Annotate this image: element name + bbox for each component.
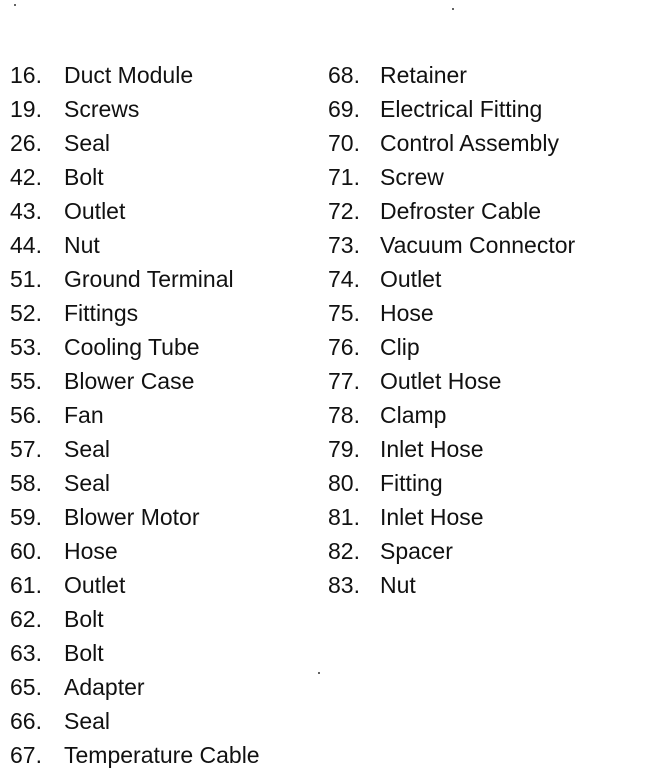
part-number: 76. [328,334,360,360]
scan-speck [318,672,320,674]
part-name: Outlet [380,266,442,292]
part-number: 26. [10,130,42,156]
part-number: 63. [10,640,42,666]
part-number: 69. [328,96,360,122]
part-name: Ground Terminal [64,266,234,292]
part-name: Electrical Fitting [380,96,543,122]
part-list-item [10,58,320,92]
part-name: Vacuum Connector [380,232,576,258]
part-list-item [328,534,668,568]
part-name: Hose [64,538,118,564]
scan-speck [452,8,454,10]
part-number: 73. [328,232,360,258]
part-name: Cooling Tube [64,334,200,360]
part-number: 68. [328,62,360,88]
part-number: 52. [10,300,42,326]
scan-speck [14,4,16,6]
part-name: Clamp [380,402,447,428]
part-number: 79. [328,436,360,462]
part-list-item [328,466,668,500]
part-number: 61. [10,572,42,598]
part-list-item [328,568,668,602]
part-number: 43. [10,198,42,224]
part-name: Adapter [64,674,145,700]
part-name: Outlet [64,572,126,598]
part-name: Outlet Hose [380,368,502,394]
part-name: Spacer [380,538,453,564]
part-list-item [10,500,320,534]
part-list-item [328,194,668,228]
part-number: 51. [10,266,42,292]
part-list-item [10,670,320,704]
part-name: Clip [380,334,420,360]
part-name: Defroster Cable [380,198,542,224]
part-list-item [10,228,320,262]
part-list-item [10,194,320,228]
part-list-item [328,500,668,534]
part-list-item [10,568,320,602]
part-list-item [10,466,320,500]
part-number: 66. [10,708,42,734]
part-list-item [328,126,668,160]
part-number: 82. [328,538,360,564]
part-name: Bolt [64,164,104,190]
part-name: Seal [64,708,111,734]
part-number: 71. [328,164,360,190]
part-list-item [10,704,320,738]
part-name: Temperature Cable [64,742,260,768]
part-list-item [10,92,320,126]
part-list-item [10,160,320,194]
part-name: Screw [380,164,444,190]
part-list-item [328,92,668,126]
part-list-item [328,296,668,330]
part-number: 62. [10,606,42,632]
part-name: Seal [64,436,111,462]
part-list-item [10,262,320,296]
part-number: 44. [10,232,42,258]
part-number: 53. [10,334,42,360]
part-name: Inlet Hose [380,436,484,462]
part-number: 74. [328,266,360,292]
part-name: Fittings [64,300,139,326]
part-name: Retainer [380,62,467,88]
part-number: 80. [328,470,360,496]
part-number: 70. [328,130,360,156]
part-name: Fan [64,402,104,428]
part-list-item [10,398,320,432]
part-name: Screws [64,96,140,122]
part-number: 75. [328,300,360,326]
part-list-item [328,160,668,194]
parts-legend [0,58,672,774]
part-number: 60. [10,538,42,564]
part-number: 78. [328,402,360,428]
part-name: Blower Case [64,368,195,394]
part-name: Fitting [380,470,443,496]
part-number: 56. [10,402,42,428]
part-number: 77. [328,368,360,394]
part-name: Blower Motor [64,504,200,530]
part-number: 81. [328,504,360,530]
part-list-item [328,228,668,262]
part-list-item [10,126,320,160]
part-number: 42. [10,164,42,190]
part-name: Nut [380,572,416,598]
part-list-item [10,636,320,670]
part-list-item [10,330,320,364]
part-list-item [10,364,320,398]
part-list-item [328,398,668,432]
part-name: Control Assembly [380,130,559,156]
part-name: Inlet Hose [380,504,484,530]
part-number: 55. [10,368,42,394]
part-list-item [328,58,668,92]
part-name: Nut [64,232,100,258]
part-number: 67. [10,742,42,768]
part-list-item [10,296,320,330]
part-name: Hose [380,300,434,326]
part-list-item [10,738,320,772]
parts-list-right-column [328,58,668,602]
part-name: Outlet [64,198,126,224]
part-name: Bolt [64,606,104,632]
part-name: Seal [64,470,111,496]
part-name: Duct Module [64,62,194,88]
parts-list-left-column [10,58,320,772]
part-number: 72. [328,198,360,224]
part-number: 58. [10,470,42,496]
part-name: Seal [64,130,111,156]
part-list-item [10,602,320,636]
part-list-item [328,364,668,398]
part-list-item [328,262,668,296]
part-list-item [328,432,668,466]
part-number: 19. [10,96,42,122]
part-number: 65. [10,674,42,700]
part-number: 57. [10,436,42,462]
part-list-item [328,330,668,364]
part-list-item [10,534,320,568]
part-number: 59. [10,504,42,530]
part-list-item [10,432,320,466]
part-number: 83. [328,572,360,598]
part-name: Bolt [64,640,104,666]
part-number: 16. [10,62,42,88]
